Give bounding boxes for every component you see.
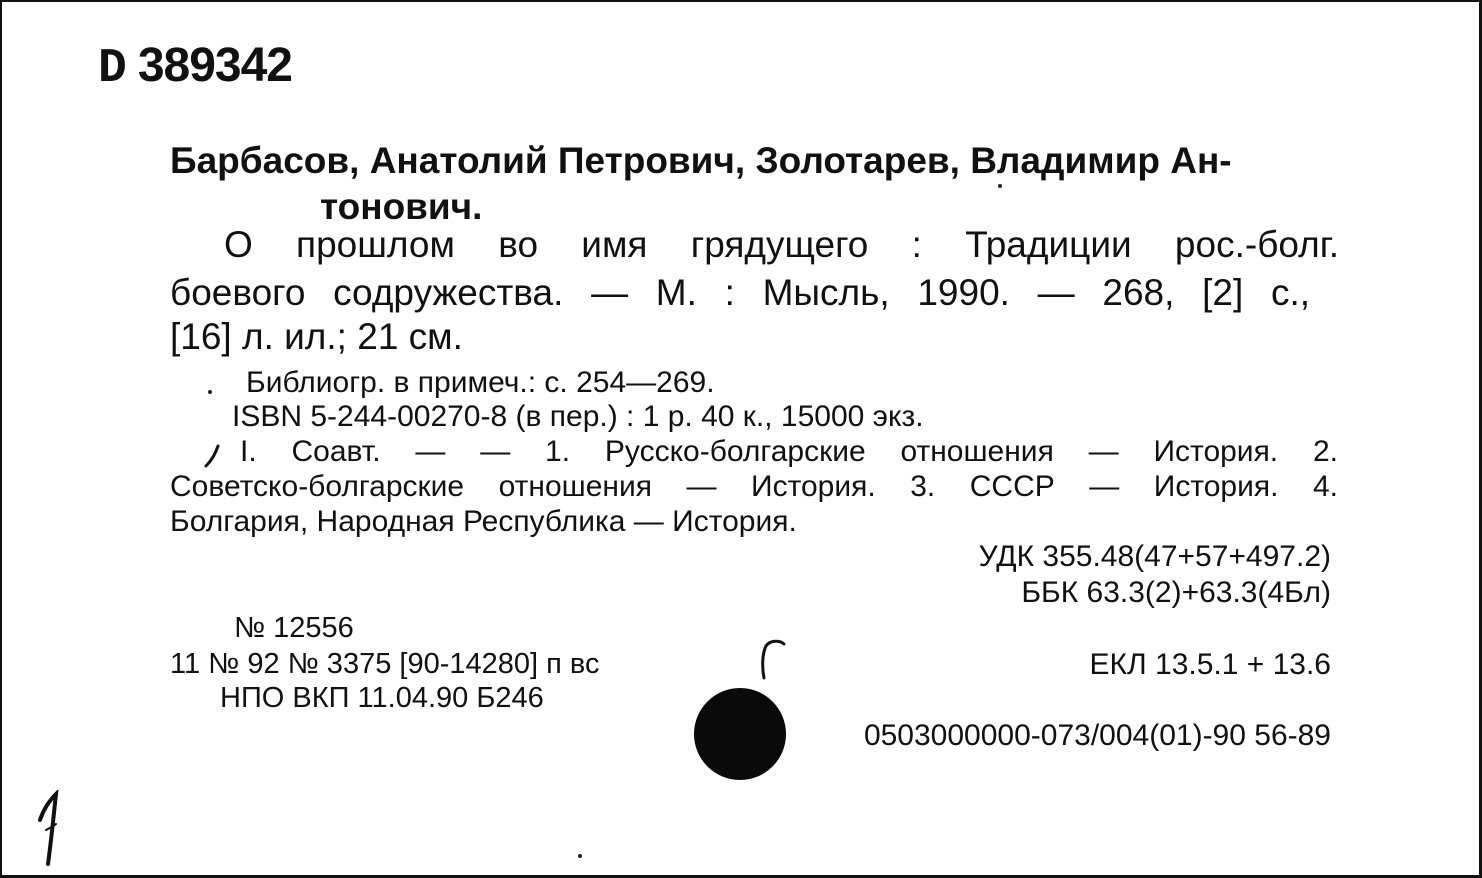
call-number-value: 389342	[137, 39, 292, 92]
title-line-1: О прошлом во имя грядущего : Традиции рос.-болг.	[224, 224, 1339, 265]
speck	[208, 390, 212, 394]
call-number-prefix: D	[98, 42, 126, 96]
bbk-classification: ББК 63.3(2)+63.3(4Бл)	[1021, 576, 1331, 609]
author-heading-line-1: Барбасов, Анатолий Петрович, Золотарев, Владимир Ан-	[170, 140, 1232, 181]
title-line-3: [16] л. ил.; 21 см.	[170, 316, 463, 357]
catalog-code: 0503000000-073/004(01)-90 56-89	[863, 719, 1331, 752]
ekl-classification: ЕКЛ 13.5.1 + 13.6	[1089, 648, 1331, 681]
subjects-line-3: Болгария, Народная Республика — История.	[170, 505, 797, 538]
speck	[578, 854, 582, 858]
pen-tick-icon	[202, 442, 242, 472]
handwritten-mark-icon	[754, 634, 794, 684]
subjects-line-1: I. Соавт. — — 1. Русско-болгарские отношения — История. 2.	[240, 435, 1338, 468]
handwritten-numeral-icon	[32, 790, 66, 870]
udk-classification: УДК 355.48(47+57+497.2)	[978, 540, 1331, 573]
npo-stamp-line: НПО ВКП 11.04.90 Б246	[220, 682, 544, 714]
order-line: 11 № 92 № 3375 [90-14280] п вс	[170, 648, 600, 680]
punch-hole	[694, 688, 786, 780]
title-line-2: боевого содружества. — М. : Мысль, 1990. — 268, [2] с.,	[170, 272, 1310, 313]
record-number: № 12556	[234, 612, 354, 644]
author-heading-line-2: тонович.	[320, 186, 483, 227]
speck	[998, 184, 1002, 188]
bibliography-note: Библиогр. в примеч.: с. 254—269.	[246, 366, 715, 399]
isbn-note: ISBN 5-244-00270-8 (в пер.) : 1 р. 40 к., 15000 экз.	[232, 400, 924, 433]
subjects-line-2: Советско-болгарские отношения — История. 3. СССР — История. 4.	[170, 470, 1338, 503]
call-number	[98, 39, 292, 96]
